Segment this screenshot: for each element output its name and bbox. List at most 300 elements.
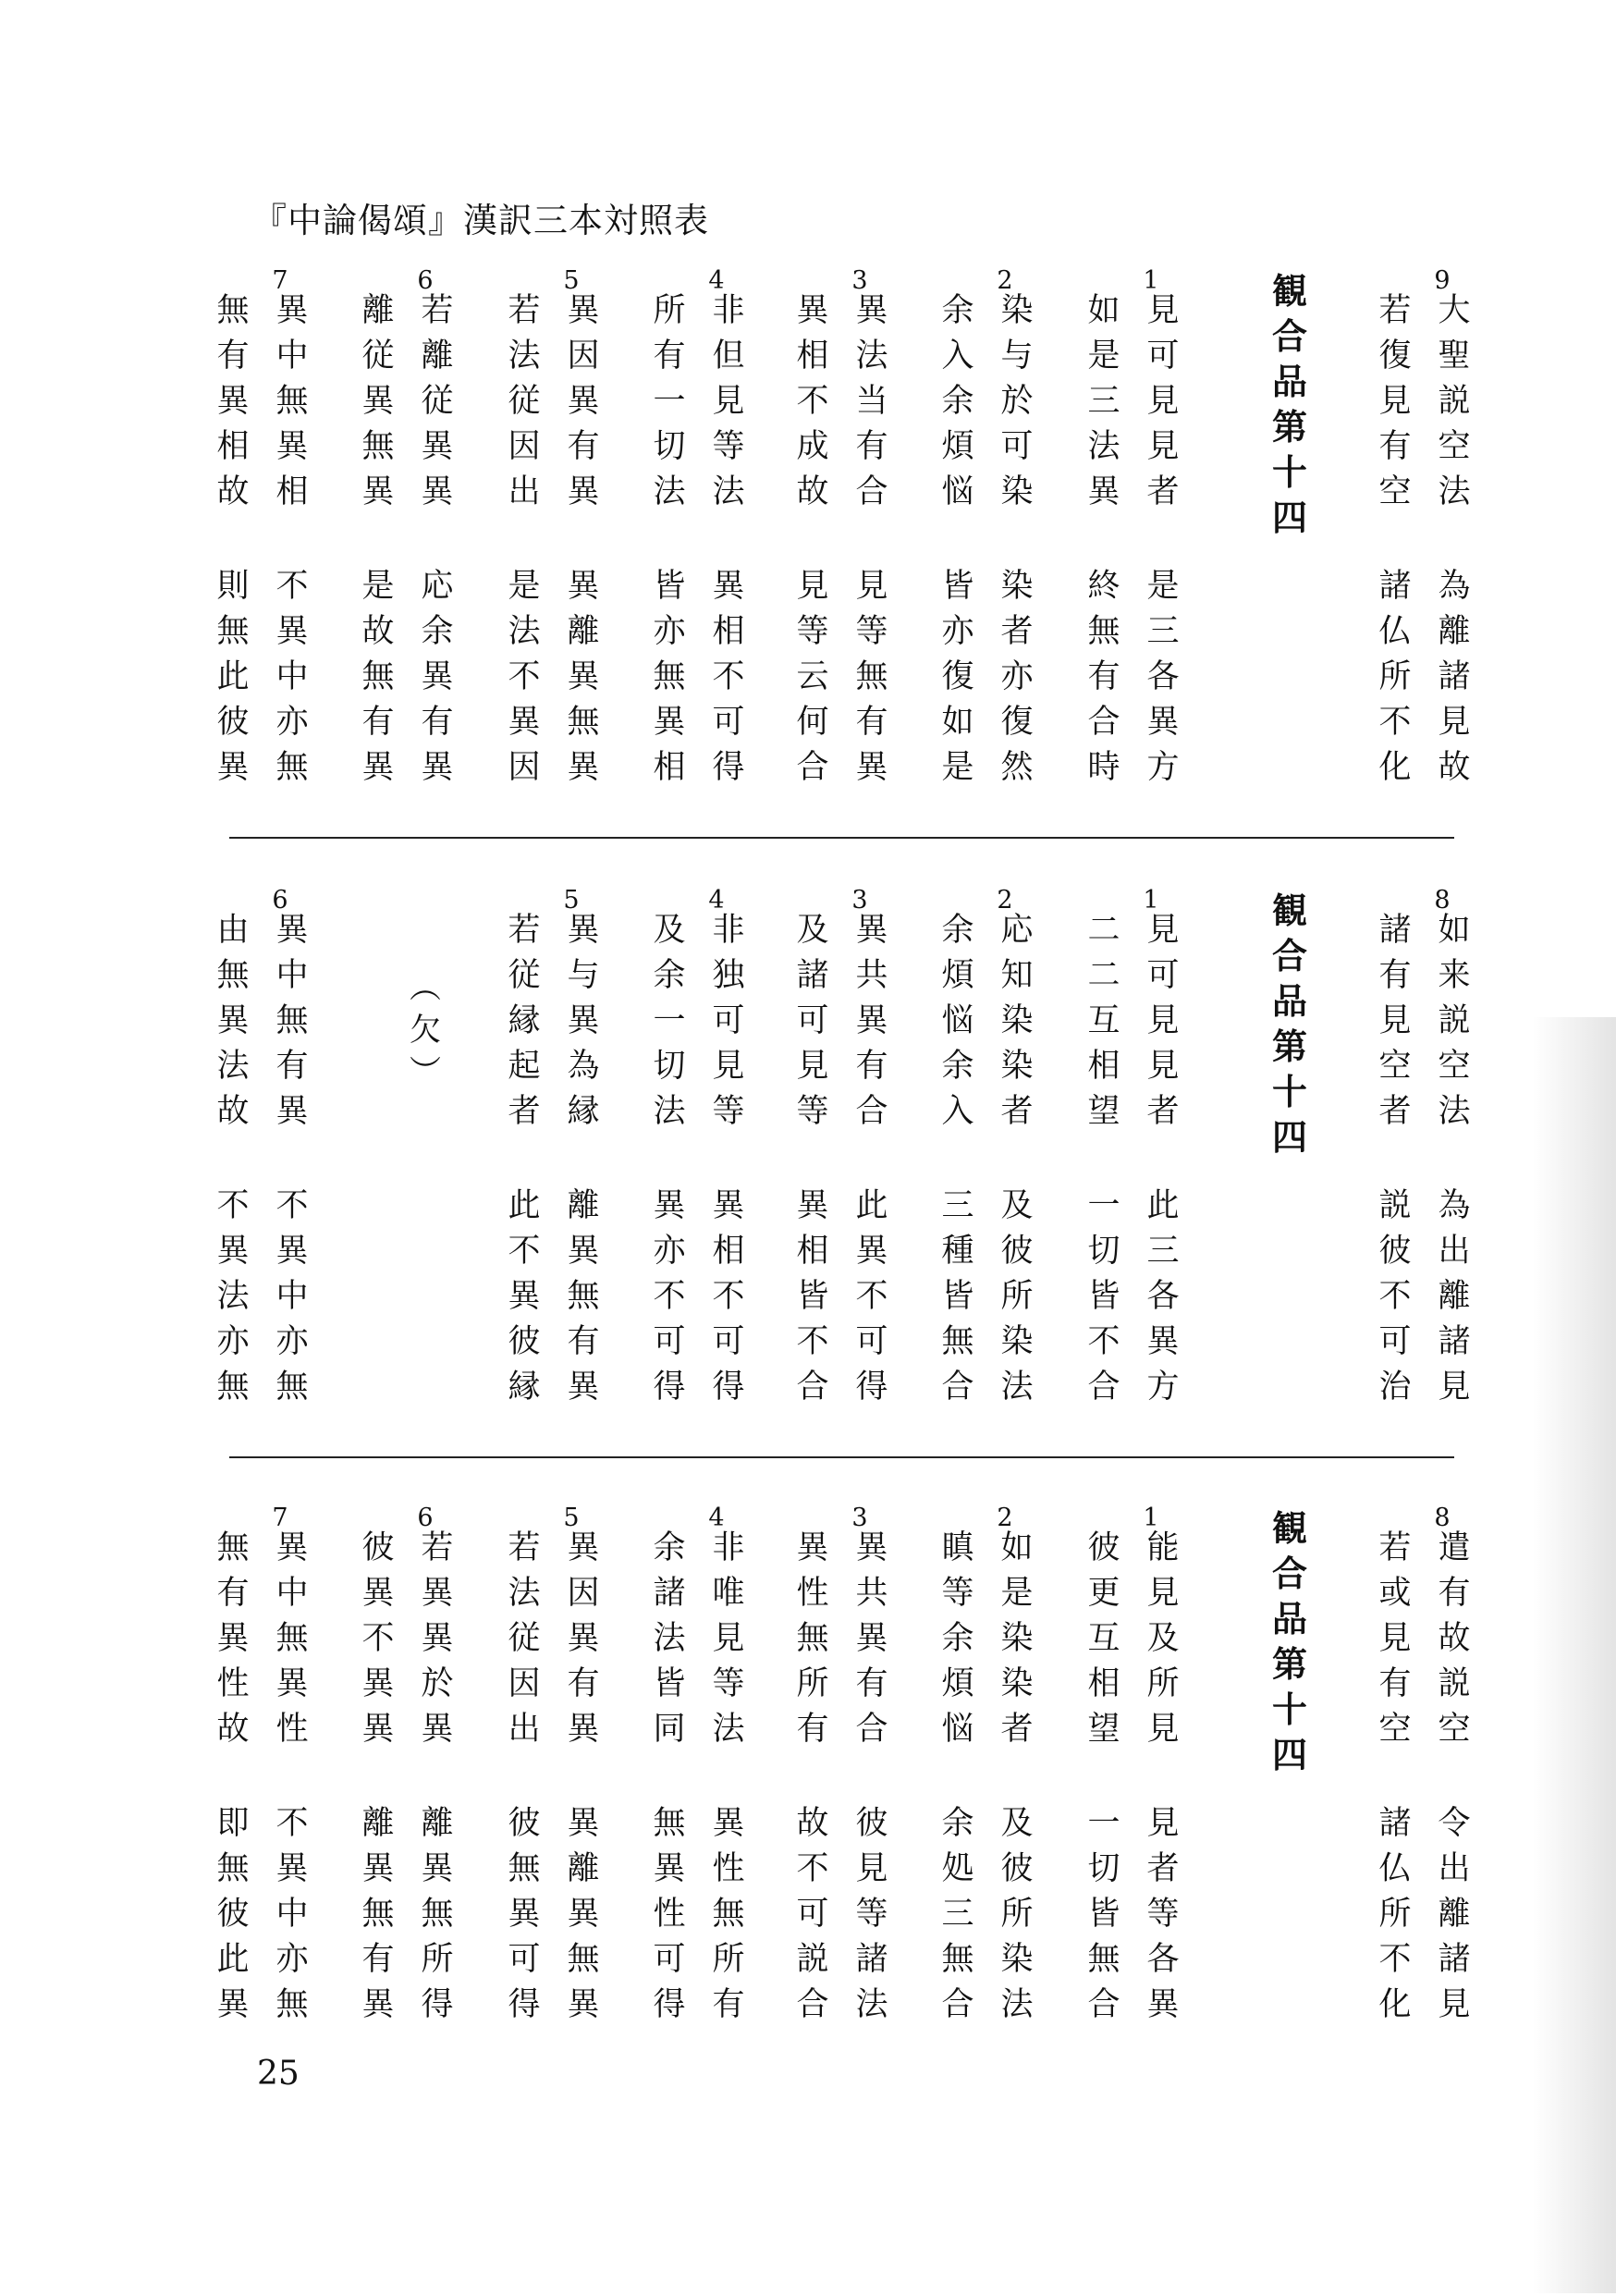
verse-char: 異	[567, 912, 600, 949]
verse-lower-half	[1082, 1184, 1185, 1410]
verse-char: 故	[216, 1711, 250, 1748]
verse-char: 処	[941, 1850, 974, 1887]
verse-char: 及	[1000, 1805, 1034, 1842]
verse-char: 如	[1087, 292, 1120, 329]
verse-char: 相	[1087, 1048, 1120, 1085]
verse-char: 合	[796, 1986, 829, 2023]
verse-char: 入	[941, 1093, 974, 1130]
verse-char: 離	[567, 1850, 600, 1887]
verse-char: 見	[796, 568, 829, 605]
verse-char: 無	[508, 1850, 541, 1887]
verse-char: 余	[941, 912, 974, 949]
verse-char: 煩	[941, 428, 974, 465]
verse-char: 終	[1087, 568, 1120, 605]
verse-number: 8	[1434, 886, 1451, 915]
verse-char: 見	[1438, 1369, 1471, 1406]
verse-char: 亦	[653, 1233, 686, 1270]
verse-char: 法	[216, 1278, 250, 1315]
verse-number: 1	[1143, 266, 1159, 295]
verse-char: 因	[567, 338, 600, 374]
verse-char: 可	[796, 1002, 829, 1039]
verse-char: 非	[712, 1529, 745, 1566]
verse-char: 故	[1438, 749, 1471, 786]
verse-char: 故	[1438, 1620, 1471, 1657]
verse-char: 異	[421, 1620, 454, 1657]
verse-char: 亦	[275, 704, 309, 741]
verse-char: 見	[1146, 1575, 1180, 1612]
verse-char: 不	[275, 568, 309, 605]
verse-upper-half	[502, 1526, 606, 1752]
verse-char: 染	[1000, 473, 1034, 510]
verse-char: 得	[653, 1986, 686, 2023]
verse-number: 5	[563, 1504, 580, 1532]
verse-char: 無	[216, 1529, 250, 1566]
verse-char: 当	[855, 383, 888, 420]
verse-char: 相	[275, 473, 309, 510]
verse-upper-half	[647, 1526, 751, 1752]
verse-char: 有	[855, 1665, 888, 1702]
verse-char: 所	[653, 292, 686, 329]
verse-char: 異	[216, 749, 250, 786]
verse-char: 不	[1378, 704, 1412, 741]
verse-char: 有	[275, 1048, 309, 1085]
verse-number: 7	[272, 266, 288, 295]
verse-char: 来	[1438, 957, 1471, 994]
verse-char: 合	[1087, 704, 1120, 741]
chapter-title-char: 品	[1271, 980, 1307, 1022]
verse-char: 彼	[216, 1896, 250, 1933]
verse-char: 合	[855, 1093, 888, 1130]
verse-char: 故	[361, 613, 395, 650]
verse-char: 望	[1087, 1093, 1120, 1130]
verse-char: 是	[508, 568, 541, 605]
verse-char: 異	[421, 473, 454, 510]
verse-char: 異	[361, 383, 395, 420]
verse-char: 従	[421, 383, 454, 420]
verse-char: 異	[567, 1369, 600, 1406]
verse-char: 無	[1087, 613, 1120, 650]
verse-char: 等	[941, 1575, 974, 1612]
verse-lower-half	[356, 1801, 459, 2028]
verse-char: 従	[508, 1620, 541, 1657]
verse-char: 有	[567, 1323, 600, 1360]
verse-char: 性	[216, 1665, 250, 1702]
verse-char: 知	[1000, 957, 1034, 994]
verse-char: 異	[855, 749, 888, 786]
verse-char: 性	[275, 1711, 309, 1748]
verse-char: 法	[653, 473, 686, 510]
verse-char: 見	[1146, 1711, 1180, 1748]
verse-char: 因	[508, 428, 541, 465]
verse-char: 法	[508, 613, 541, 650]
verse-char: 無	[941, 1941, 974, 1978]
verse-char: 化	[1378, 1986, 1412, 2023]
verse-char: 有	[1378, 428, 1412, 465]
verse-char: 切	[653, 428, 686, 465]
verse-char: 法	[508, 338, 541, 374]
verse-lower-half	[936, 1801, 1039, 2028]
verse-char: 応	[1000, 912, 1034, 949]
verse-char: 等	[796, 613, 829, 650]
verse-char: 異	[1087, 473, 1120, 510]
verse-char: 相	[653, 749, 686, 786]
verse-char: 有	[567, 428, 600, 465]
verse-char: 無	[275, 1620, 309, 1657]
verse-char: 異	[361, 473, 395, 510]
verse-lower-half	[647, 1801, 751, 2028]
verse-upper-half	[1082, 289, 1185, 515]
verse-char: 皆	[941, 568, 974, 605]
verse-char: 不	[275, 1805, 309, 1842]
verse-number: 6	[417, 1504, 434, 1532]
verse-char: 異	[855, 292, 888, 329]
verse-char: 一	[1087, 1187, 1120, 1224]
section-divider	[229, 837, 1454, 839]
verse-char: 異	[855, 1233, 888, 1270]
verse-upper-half	[211, 1526, 314, 1752]
chapter-title-char: 十	[1271, 1071, 1307, 1112]
verse-char: 此	[216, 1941, 250, 1978]
verse-char: 中	[275, 1575, 309, 1612]
verse-char: 説	[1438, 383, 1471, 420]
verse-lower-half	[211, 1801, 314, 2028]
verse-char: 異	[653, 1850, 686, 1887]
verse-char: 互	[1087, 1002, 1120, 1039]
verse-char: 独	[712, 957, 745, 994]
verse-char: 見	[855, 1850, 888, 1887]
verse-char: 異	[796, 1529, 829, 1566]
verse-char: 則	[216, 568, 250, 605]
verse-number: 4	[708, 1504, 725, 1532]
verse-char: 得	[508, 1986, 541, 2023]
verse-char: 若	[508, 1529, 541, 1566]
verse-char: 応	[421, 568, 454, 605]
verse-char: 出	[1438, 1233, 1471, 1270]
verse-number: 4	[708, 266, 725, 295]
verse-char: 相	[1087, 1665, 1120, 1702]
verse-char: 無	[275, 383, 309, 420]
verse-char: 無	[653, 658, 686, 695]
verse-char: 等	[796, 1093, 829, 1130]
verse-char: 三	[1146, 613, 1180, 650]
verse-upper-half	[936, 908, 1039, 1135]
verse-char: 異	[275, 1093, 309, 1130]
verse-char: 相	[796, 1233, 829, 1270]
verse-char: 合	[1087, 1986, 1120, 2023]
verse-char: 不	[653, 1278, 686, 1315]
verse-char: 異	[567, 1233, 600, 1270]
verse-upper-half	[1373, 289, 1476, 515]
verse-char: 二	[1087, 912, 1120, 949]
verse-upper-half	[502, 289, 606, 515]
verse-char: 無	[855, 658, 888, 695]
verse-char: 諸	[855, 1941, 888, 1978]
verse-char: 異	[421, 658, 454, 695]
verse-char: 者	[1146, 1850, 1180, 1887]
verse-char: 為	[567, 1048, 600, 1085]
verse-char: 無	[275, 749, 309, 786]
verse-char: 異	[216, 1986, 250, 2023]
verse-char: 者	[1146, 1093, 1180, 1130]
verse-char: 法	[1000, 1986, 1034, 2023]
verse-lower-half	[647, 564, 751, 791]
verse-char: 悩	[941, 1711, 974, 1748]
verse-char: 見	[1146, 383, 1180, 420]
chapter-title	[1262, 888, 1317, 1160]
verse-char: 故	[216, 1093, 250, 1130]
verse-char: 法	[653, 1093, 686, 1130]
verse-char: 相	[796, 338, 829, 374]
verse-char: 染	[1000, 1048, 1034, 1085]
verse-char: 合	[1087, 1369, 1120, 1406]
verse-char: 不	[855, 1278, 888, 1315]
chapter-title-char: 品	[1271, 361, 1307, 402]
verse-number: 2	[997, 266, 1013, 295]
verse-char: 異	[653, 704, 686, 741]
verse-number: 6	[272, 886, 288, 915]
verse-char: 離	[421, 338, 454, 374]
verse-char: 空	[1378, 1711, 1412, 1748]
verse-char: 異	[216, 1002, 250, 1039]
verse-char: 無	[1087, 1941, 1120, 1978]
verse-char: 是	[1000, 1575, 1034, 1612]
verse-char: 異	[567, 1805, 600, 1842]
verse-char: 無	[216, 1369, 250, 1406]
chapter-title-char: 四	[1271, 1116, 1307, 1158]
verse-char: 異	[275, 1233, 309, 1270]
verse-char: 出	[508, 473, 541, 510]
verse-char: 所	[712, 1941, 745, 1978]
verse-char: 等	[855, 1896, 888, 1933]
verse-upper-half	[1082, 908, 1185, 1135]
verse-char: 染	[1000, 1665, 1034, 1702]
verse-lower-half	[1082, 1801, 1185, 2028]
verse-char: 法	[653, 1620, 686, 1657]
verse-char: 可	[653, 1323, 686, 1360]
verse-char: 可	[712, 1002, 745, 1039]
verse-char: 皆	[653, 568, 686, 605]
verse-char: 空	[1378, 473, 1412, 510]
verse-char: 若	[1378, 292, 1412, 329]
verse-char: 二	[1087, 957, 1120, 994]
verse-char: 彼	[1000, 1850, 1034, 1887]
verse-char: 可	[1146, 957, 1180, 994]
verse-char: 空	[1438, 1711, 1471, 1748]
verse-char: 見	[712, 1620, 745, 1657]
verse-char: 若	[421, 292, 454, 329]
verse-char: 異	[275, 912, 309, 949]
verse-char: 然	[1000, 749, 1034, 786]
verse-lower-half	[936, 1184, 1039, 1410]
verse-char: 有	[567, 1665, 600, 1702]
verse-char: 可	[796, 1896, 829, 1933]
verse-char: 可	[653, 1941, 686, 1978]
verse-char: 異	[421, 1575, 454, 1612]
verse-char: 種	[941, 1233, 974, 1270]
verse-char: 異	[855, 912, 888, 949]
verse-char: 中	[275, 1896, 309, 1933]
verse-char: 余	[941, 383, 974, 420]
verse-char: 所	[1146, 1665, 1180, 1702]
verse-char: 故	[796, 473, 829, 510]
verse-char: 見	[712, 383, 745, 420]
verse-char: 無	[275, 1002, 309, 1039]
chapter-title-char: 四	[1271, 1734, 1307, 1775]
verse-char: 説	[1438, 1002, 1471, 1039]
verse-number: 7	[272, 1504, 288, 1532]
verse-char: 彼	[361, 1529, 395, 1566]
verse-char: 中	[275, 1278, 309, 1315]
verse-char: 法	[712, 1711, 745, 1748]
verse-char: 無	[712, 1896, 745, 1933]
verse-char: 及	[1146, 1620, 1180, 1657]
verse-number: 6	[417, 266, 434, 295]
verse-char: 縁	[508, 1002, 541, 1039]
verse-char: 離	[361, 1805, 395, 1842]
verse-char: 法	[855, 338, 888, 374]
verse-char: 諸	[1378, 568, 1412, 605]
verse-char: 余	[941, 1620, 974, 1657]
verse-char: 互	[1087, 1620, 1120, 1657]
verse-char: 法	[712, 473, 745, 510]
verse-char: 不	[1087, 1323, 1120, 1360]
verse-char: 異	[361, 749, 395, 786]
verse-char: 不	[796, 1850, 829, 1887]
verse-char: 不	[796, 383, 829, 420]
verse-char: 非	[712, 912, 745, 949]
verse-char: 彼	[1087, 1529, 1120, 1566]
verse-char: 於	[421, 1665, 454, 1702]
verse-lower-half	[356, 564, 459, 791]
verse-char: 此	[508, 1187, 541, 1224]
verse-upper-half	[790, 1526, 894, 1752]
verse-char: 故	[796, 1805, 829, 1842]
verse-char: 異	[508, 1896, 541, 1933]
verse-char: 有	[1378, 1665, 1412, 1702]
verse-char: 不	[508, 1233, 541, 1270]
verse-char: 唯	[712, 1575, 745, 1612]
verse-char: 異	[361, 1850, 395, 1887]
missing-verse-char: ︵	[410, 969, 441, 1006]
verse-char: 異	[361, 1986, 395, 2023]
verse-char: 空	[1438, 428, 1471, 465]
chapter-title-char: 十	[1271, 451, 1307, 493]
verse-char: 無	[361, 658, 395, 695]
verse-char: 等	[712, 428, 745, 465]
verse-char: 彼	[508, 1323, 541, 1360]
verse-char: 所	[1378, 1896, 1412, 1933]
chapter-title-char: 品	[1271, 1598, 1307, 1639]
section-divider	[229, 1456, 1454, 1458]
missing-verse-note	[402, 966, 448, 1094]
verse-char: 異	[796, 1187, 829, 1224]
verse-char: 中	[275, 658, 309, 695]
verse-char: 三	[941, 1896, 974, 1933]
verse-char: 法	[1087, 428, 1120, 465]
verse-char: 皆	[1087, 1278, 1120, 1315]
verse-char: 為	[1438, 1187, 1471, 1224]
verse-char: 無	[941, 1323, 974, 1360]
verse-char: 等	[712, 1665, 745, 1702]
verse-char: 異	[796, 292, 829, 329]
verse-char: 異	[567, 383, 600, 420]
verse-char: 無	[567, 1278, 600, 1315]
missing-verse-char: ︶	[410, 1054, 441, 1091]
verse-char: 皆	[653, 1665, 686, 1702]
verse-char: 空	[1378, 1048, 1412, 1085]
verse-char: 共	[855, 957, 888, 994]
verse-char: 異	[712, 568, 745, 605]
verse-char: 何	[796, 704, 829, 741]
verse-char: 法	[216, 1048, 250, 1085]
verse-char: 有	[712, 1986, 745, 2023]
verse-char: 者	[1000, 1711, 1034, 1748]
verse-char: 復	[1000, 704, 1034, 741]
verse-char: 異	[712, 1805, 745, 1842]
verse-char: 所	[1000, 1896, 1034, 1933]
verse-char: 異	[275, 292, 309, 329]
verse-char: 如	[941, 704, 974, 741]
verse-upper-half	[1373, 908, 1476, 1135]
verse-char: 瞋	[941, 1529, 974, 1566]
chapter-title-char: 合	[1271, 315, 1307, 357]
verse-char: 法	[1000, 1369, 1034, 1406]
verse-char: 異	[361, 1711, 395, 1748]
verse-char: 復	[941, 658, 974, 695]
verse-char: 異	[567, 1529, 600, 1566]
verse-char: 各	[1146, 658, 1180, 695]
verse-char: 等	[712, 1093, 745, 1130]
verse-char: 有	[361, 1941, 395, 1978]
verse-char: 皆	[1087, 1896, 1120, 1933]
verse-char: 与	[567, 957, 600, 994]
verse-char: 無	[275, 1369, 309, 1406]
verse-char: 離	[567, 613, 600, 650]
verse-char: 異	[275, 613, 309, 650]
verse-char: 異	[216, 1233, 250, 1270]
chapter-title-char: 観	[1271, 890, 1307, 931]
verse-number: 5	[563, 886, 580, 915]
verse-char: 無	[796, 1620, 829, 1657]
verse-char: 為	[1438, 568, 1471, 605]
verse-char: 性	[712, 1850, 745, 1887]
verse-char: 得	[855, 1369, 888, 1406]
verse-char: 大	[1438, 292, 1471, 329]
chapter-title	[1262, 268, 1317, 540]
verse-char: 合	[941, 1986, 974, 2023]
verse-char: 性	[653, 1896, 686, 1933]
verse-char: 可	[855, 1323, 888, 1360]
verse-char: 異	[421, 428, 454, 465]
verse-char: 亦	[216, 1323, 250, 1360]
verse-lower-half	[790, 1184, 894, 1410]
verse-char: 三	[1146, 1233, 1180, 1270]
chapter-title-char: 観	[1271, 270, 1307, 312]
chapter-title-char: 第	[1271, 1643, 1307, 1685]
verse-char: 異	[508, 704, 541, 741]
verse-char: 亦	[653, 613, 686, 650]
verse-char: 及	[796, 912, 829, 949]
verse-upper-half	[502, 908, 606, 1135]
verse-char: 如	[1000, 1529, 1034, 1566]
verse-char: 不	[796, 1323, 829, 1360]
verse-char: 有	[216, 338, 250, 374]
verse-char: 有	[1378, 957, 1412, 994]
verse-char: 不	[508, 658, 541, 695]
verse-char: 異	[567, 749, 600, 786]
verse-number: 5	[563, 266, 580, 295]
verse-char: 異	[855, 1529, 888, 1566]
